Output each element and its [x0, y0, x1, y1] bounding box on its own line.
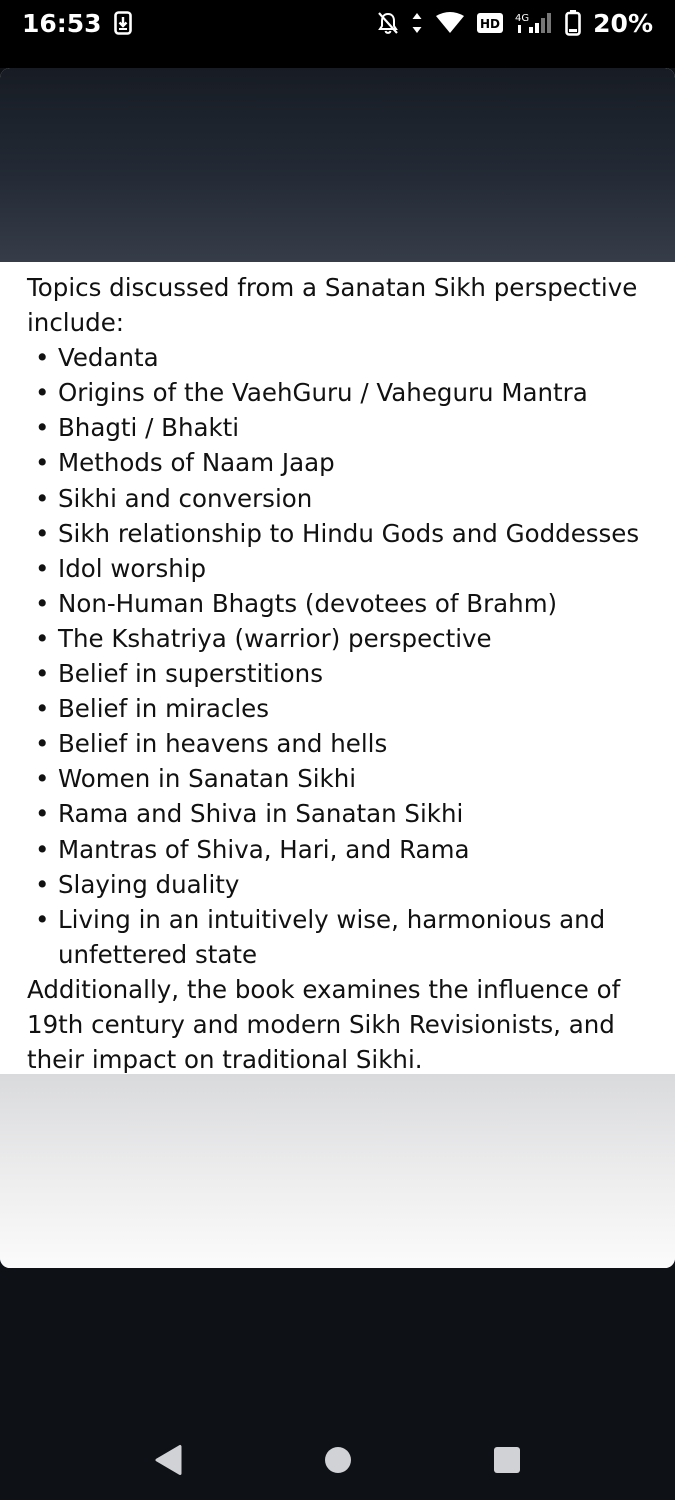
intro-text: Topics discussed from a Sanatan Sikh perspective include: — [27, 273, 638, 338]
topic-item: • Sikh relationship to Hindu Gods and Goddesses — [27, 516, 649, 551]
description-card — [0, 68, 675, 1268]
topic-item: • Rama and Shiva in Sanatan Sikhi — [27, 796, 649, 831]
topic-item: • Living in an intuitively wise, harmonious and unfettered state — [27, 902, 649, 972]
status-right — [377, 9, 653, 38]
top-band — [0, 46, 675, 68]
topic-item: • Sikhi and conversion — [27, 481, 649, 516]
navigation-bar — [0, 1268, 675, 1500]
topic-item: • Belief in miracles — [27, 691, 649, 726]
home-circle-icon[interactable] — [318, 1440, 358, 1480]
back-triangle-icon[interactable] — [148, 1440, 188, 1480]
topic-item: • Belief in heavens and hells — [27, 726, 649, 761]
signal-icon — [515, 11, 553, 35]
topic-item: • Mantras of Shiva, Hari, and Rama — [27, 832, 649, 867]
wifi-icon — [435, 12, 465, 34]
mute-bell-icon — [377, 11, 399, 35]
status-left — [22, 9, 132, 38]
status-bar — [0, 0, 675, 46]
card-footer-gradient — [0, 1074, 675, 1268]
topic-item: • The Kshatriya (warrior) perspective — [27, 621, 649, 656]
svg-text:4G: 4G — [515, 13, 530, 24]
topic-item: • Vedanta — [27, 340, 649, 375]
hd-badge — [477, 13, 503, 33]
data-arrows-icon — [411, 12, 423, 34]
svg-text:HD: HD — [480, 17, 501, 31]
clock: 16:53 — [22, 8, 102, 38]
download-icon — [114, 11, 132, 35]
topic-item: • Bhagti / Bhakti — [27, 410, 649, 445]
topic-list — [27, 340, 649, 972]
battery-percentage: 20% — [593, 8, 653, 38]
battery-icon — [565, 10, 581, 36]
description-text[interactable] — [0, 262, 675, 1074]
topic-item: • Origins of the VaehGuru / Vaheguru Mantra — [27, 375, 649, 410]
topic-item: • Women in Sanatan Sikhi — [27, 761, 649, 796]
card-header-gradient — [0, 68, 675, 262]
topic-item: • Belief in superstitions — [27, 656, 649, 691]
recents-square-icon[interactable] — [487, 1440, 527, 1480]
topic-item: • Non-Human Bhagts (devotees of Brahm) — [27, 586, 649, 621]
topic-item: • Idol worship — [27, 551, 649, 586]
topic-item: • Methods of Naam Jaap — [27, 445, 649, 480]
outro-text: Additionally, the book examines the influence of 19th century and modern Sikh Revisionists, and their impact on traditional Sikhi. — [27, 974, 621, 1075]
topic-item: • Slaying duality — [27, 867, 649, 902]
